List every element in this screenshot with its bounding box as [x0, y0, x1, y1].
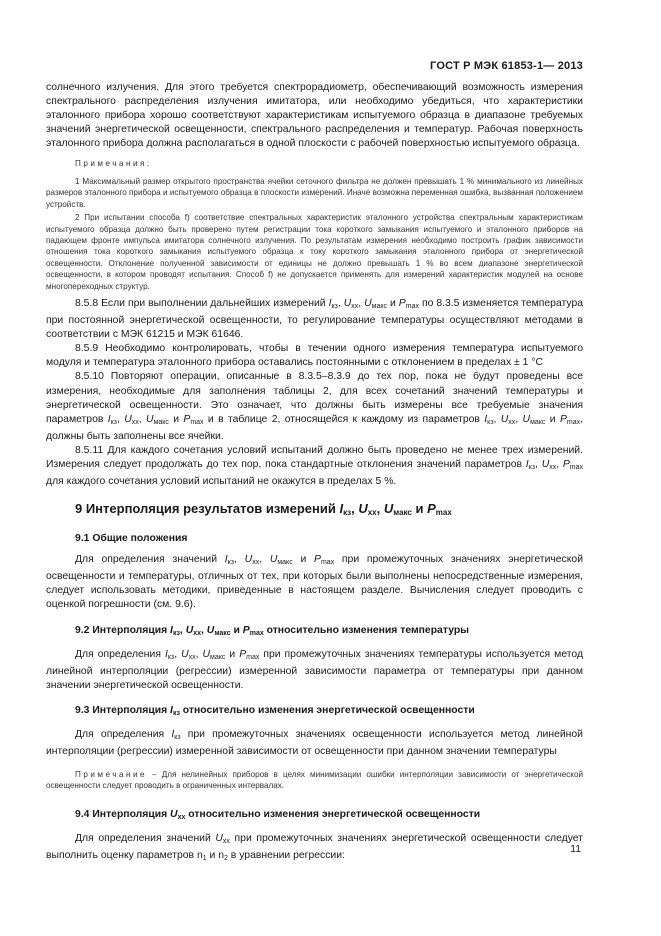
para-8-5-11: 8.5.11 Для каждого сочетания условий испытаний должно быть проведено не менее трех измерений. Измерения следует продолжать до тех пор, пока стандартные отклонения значений параметров $I_{кз}$, $U_{хх}$, $P_{max}$ для каждого сочетания условий испытаний не окажутся в пределах 5 %. — [46, 444, 584, 488]
para-8-5-9: 8.5.9 Необходимо контролировать, чтобы в течении одного измерения температура испытуемого модуля и температура эталонного прибора оставались постоянными с отклонением в пределах ± 1 °С — [46, 343, 583, 369]
para-8-5-8: 8.5.8 Если при выполнении дальнейших измерений $I_{кз}$, $U_{хх}$, $U_{макс}$ и $P_{max}$ по 8.3.5 изменяется температура при постоянной энергетической освещенности, то регулирование температуры осуществляют методами в соответствии с МЭК 61215 и МЭК 61646. — [46, 297, 584, 341]
note-9-3: Примечание – Для нелинейных приборов в целях минимизации ошибки интерполяции зависимости от энергетической освещенности следует проводить в ограниченных интервалах. — [46, 770, 583, 791]
para-9-3: Для определения $I_{кз}$ при промежуточных значениях освещенности используется метод линейной интерполяции (регрессии) измеренной зависимости от освещенности при данном значении температуры — [46, 728, 583, 757]
section-9-title: 9 Интерполяция результатов измерений Iкз, Uхх, Uмакс и Pmax — [75, 501, 452, 518]
para-9-4: Для определения значений $U_{хх}$ при промежуточных значениях энергетической освещенности следует выполнить оценку параметров $n_1$ и $n_2$ в уравнении регрессии: — [46, 832, 583, 862]
notes-label: Примечания: — [75, 159, 152, 169]
section-9-3-title: 9.3 Интерполяция $I_{кз}$ относительно изменения энергетической освещенности — [75, 704, 475, 717]
para-8-5-10: 8.5.10 Повторяют операции, описанные в 8.3.5–8.3.9 до тех пор, пока не будут проведены все измерения, необходимые для заполнения таблицы 2, для всех сочетаний значений температуры и энергетической освещенности. Это означает, что должны быть измерены все требуемые значения параметров $I_{кз}$, $U_{хх}$, $U_{макс}$ и $P_{max}$ и в таблице 2, относящейся к каждому из параметров $I_{кз}$, $U_{хх}$, $U_{макс}$ и $P_{max}$, должны быть заполнены все ячейки. — [46, 371, 583, 442]
section-9-2-title: 9.2 Интерполяция $I_{кз}$, $U_{хх}$, $U_{макс}$ и $P_{max}$ относительно изменения температуры — [75, 624, 470, 637]
para-9-2: Для определения $I_{кз}$, $U_{хх}$, $U_{макс}$ и $P_{max}$ при промежуточных значениях температуры используется метод линейной интерполяции (регрессии) измеренной зависимости параметра от температуры при данном значении энергетической освещенности. — [46, 648, 584, 691]
section-9-1-title: 9.1 Общие положения — [75, 533, 188, 545]
section-9-4-title: 9.4 Интерполяция $U_{хх}$ относительно изменения энергетической освещенности — [75, 808, 481, 821]
note-1: 1 Максимальный размер открытого пространства ячейки сеточного фильтра не должен превышать 1 % минимального из линейных размеров эталонного прибора и испытуемого образца в плоскости измерений. Иначе возможна переменная ошибка, вызванная положением устройств. — [46, 176, 583, 209]
doc-header: ГОСТ Р МЭК 61853-1— 2013 — [430, 60, 583, 72]
intro-paragraph: солнечного излучения. Для этого требуется спектрорадиометр, обеспечивающий возможность измерения спектрального распределения излучения имитатора, или необходимо убедиться, что характеристики эталонного прибора хорошо соответствуют характеристикам испытуемого образца в диапазоне требуемых значений энергетической освещенности, спектрального распределения и температур. Рабочая поверхность эталонного прибора должна располагаться в одной плоскости с рабочей поверхностью испытуемого образца. — [46, 82, 583, 150]
note-2: 2 При испытании способа f) соответствие спектральных характеристик эталонного устройства спектральным характеристикам испытуемого образца должно быть проверено путем регистрации тока короткого замыкания испытуемого и эталонного приборов на падающем фронте импульса имитатора солнечного излучения. По результатам измерения необходимо построить график зависимости отношения тока короткого замыкания испытуемого образца к току короткого замыкания эталонного прибора от энергетической освещенности. Отклонение полученной зависимости от единицы не должно превышать 1 % во всем диапазоне энергетической освещенности, в котором проводят испытания. Способ f) не допускается применять для измерений характеристик модулей на основе многопереходных структур. — [46, 213, 583, 291]
page-number: 11 — [570, 844, 581, 855]
para-9-1: Для определения значений $I_{кз}$, $U_{хх}$, $U_{макс}$ и $P_{max}$ при промежуточных значениях энергетической освещенности и температуры, отличных от тех, при которых были выполнены непосредственные измерения, следует использовать методики, приведенные в настоящем разделе. Вычисления следует проводить с оценкой погрешности (см. 9.6). — [46, 554, 584, 611]
page-body — [46, 81, 583, 866]
